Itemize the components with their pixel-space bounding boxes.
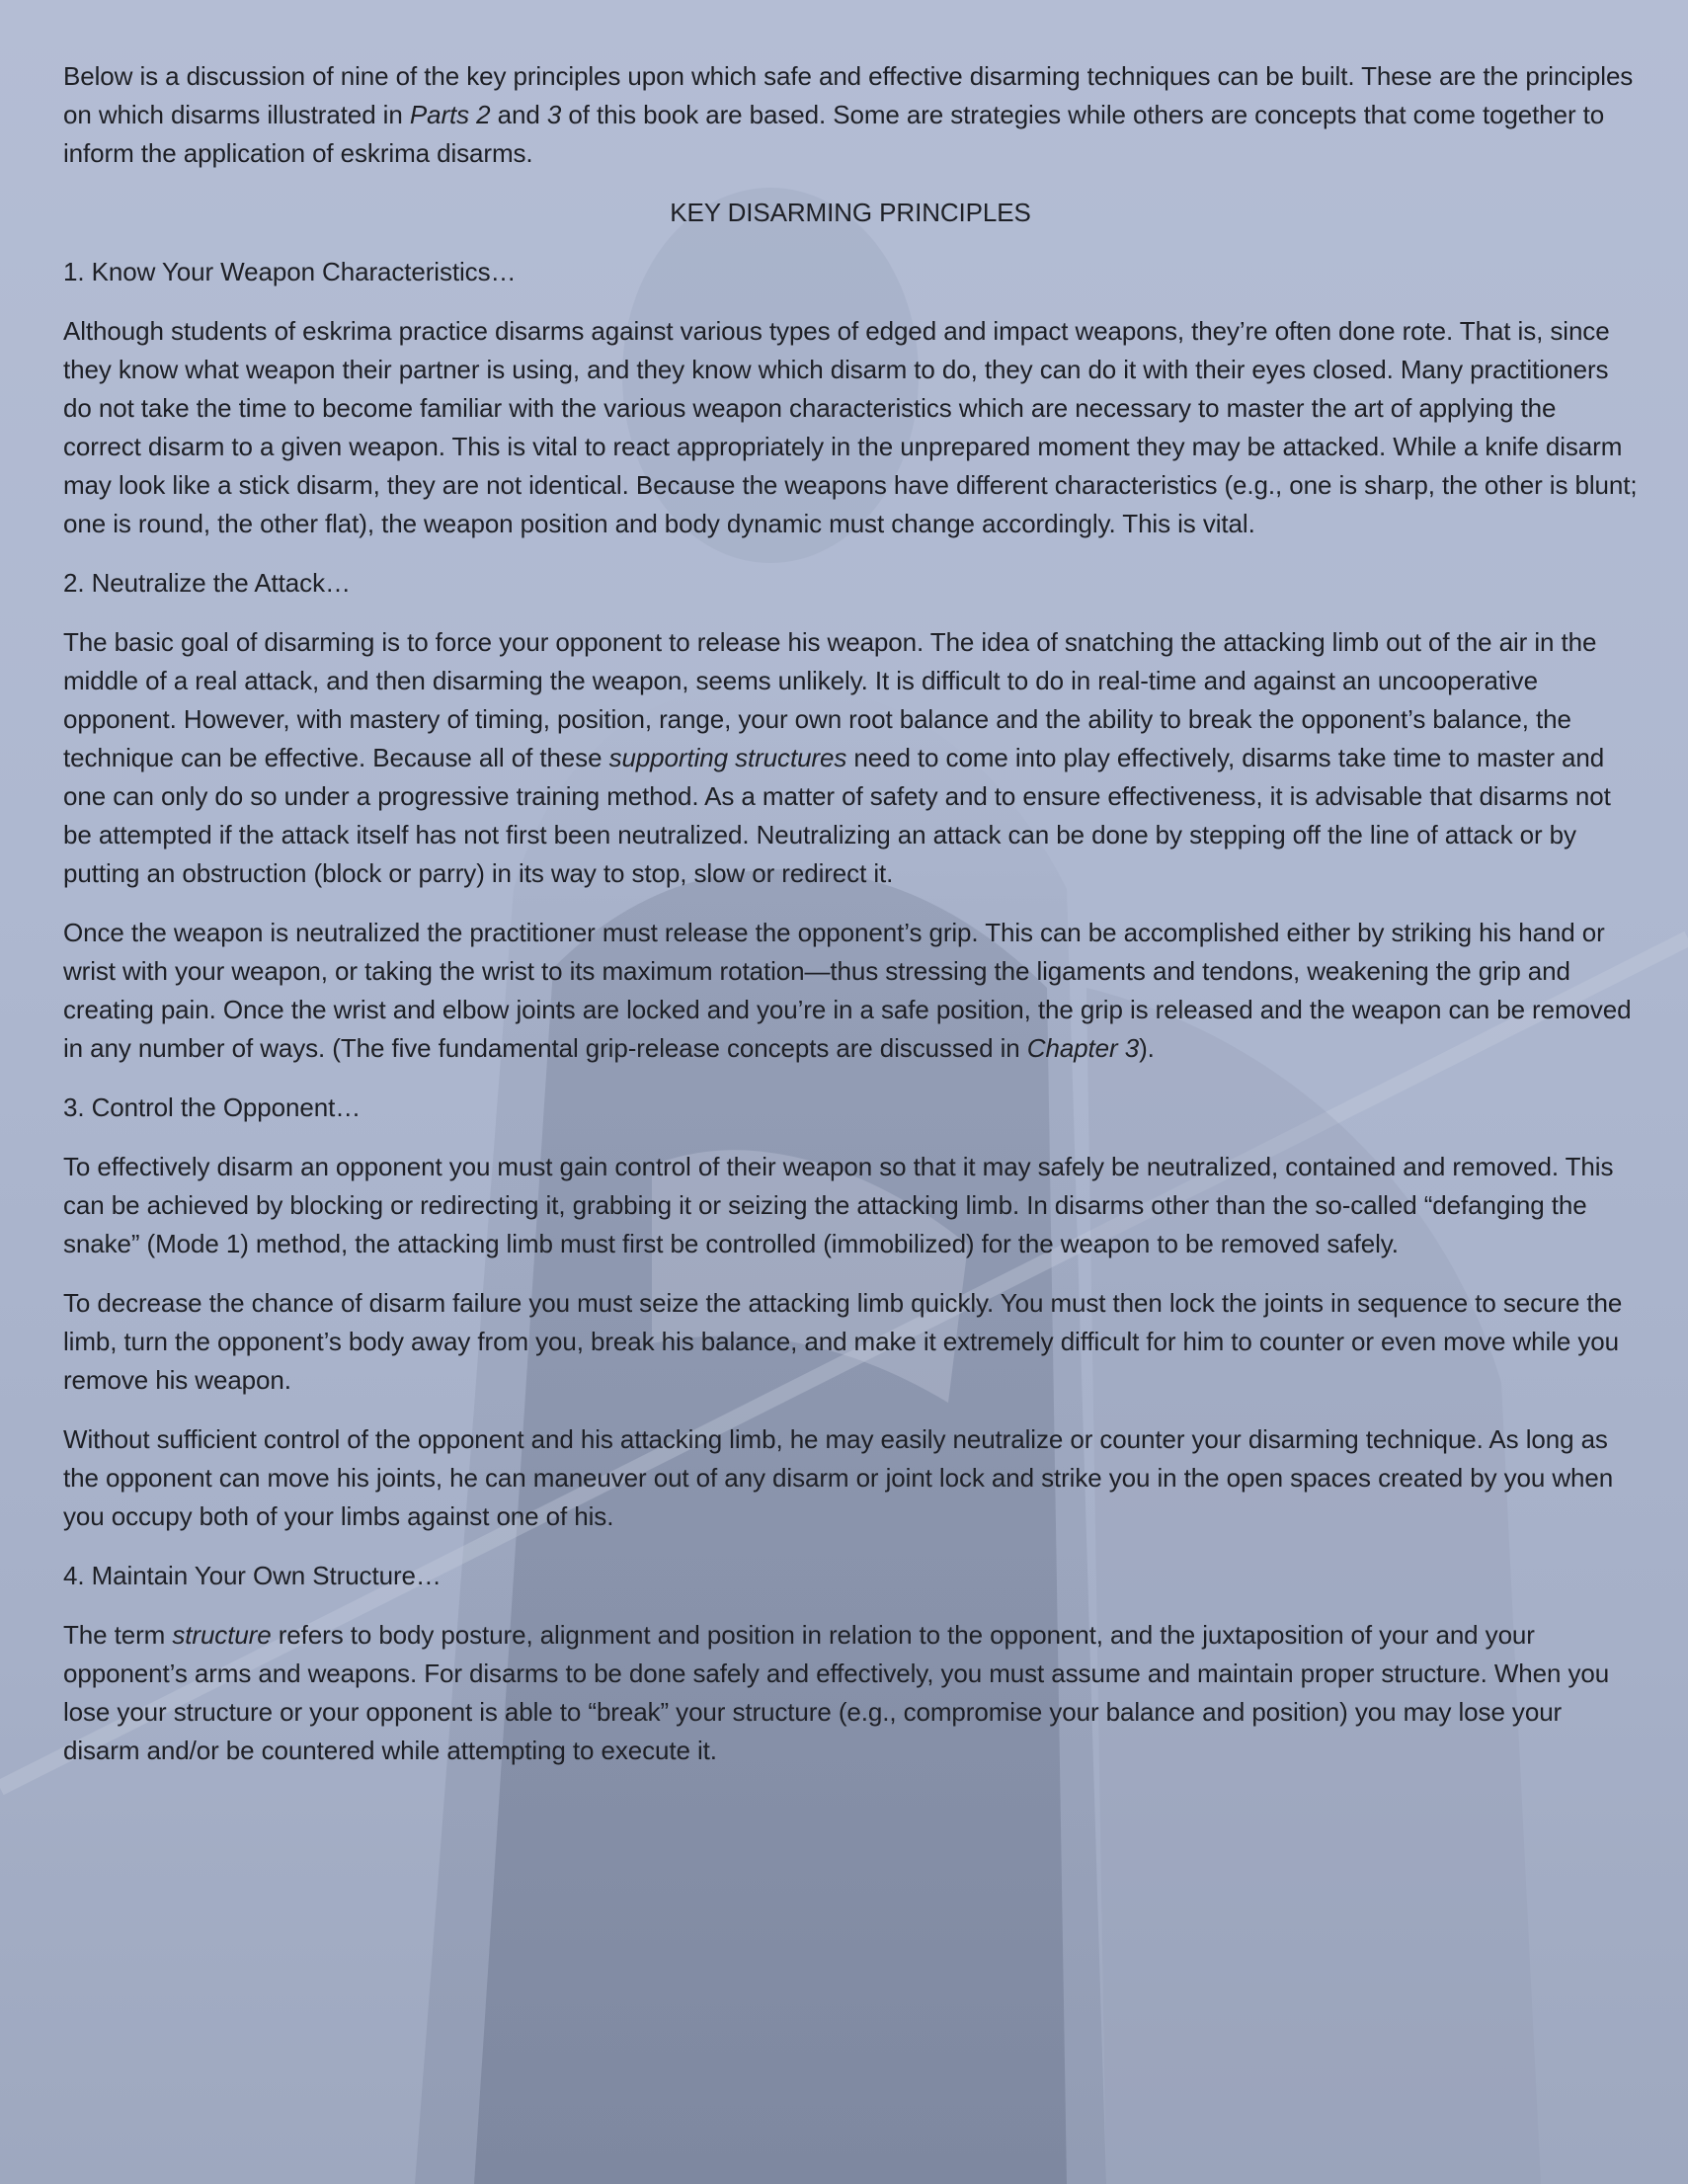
intro-text-mid: and bbox=[490, 100, 547, 129]
intro-paragraph bbox=[63, 57, 1638, 173]
principle-4-text-end: refers to body posture, alignment and position in relation to the opponent, and the juxtaposition of your and your opponent’s arms and weapons. For disarms to be done safely and effectively, you must assume and maintain proper structure. When you lose your structure or your opponent is able to “break” your structure (e.g., compromise your balance and position) you may lose your disarm and/or be countered while attempting to execute it. bbox=[63, 1620, 1610, 1765]
principle-1-heading: 1. Know Your Weapon Characteristics… bbox=[63, 257, 517, 286]
principle-2-text-end: need to come into play effectively, disarms take time to master and one can only do so under a progressive training method. As a matter of safety and to ensure effectiveness, it is advisable that disarms not be attempted if the attack itself has not first been neutralized. Neutralizing an attack can be done by stepping off the line of attack or by putting an obstruction (block or parry) in its way to stop, slow or redirect it. bbox=[63, 743, 1611, 888]
principle-2-heading: 2. Neutralize the Attack… bbox=[63, 568, 351, 598]
principle-2-italic: supporting structures bbox=[608, 743, 847, 772]
principle-2-text: The basic goal of disarming is to force your opponent to release his weapon. The idea of snatching the attacking limb out of the air in the middle of a real attack, and then disarming the weapon, seems unlikely. It is difficult to do in real-time and against an uncooperative opponent. However, with mastery of timing, position, range, your own root balance and the ability to break the opponent’s balance, the technique can be effective. Because all of these bbox=[63, 627, 1597, 772]
intro-italic-part-3: 3 bbox=[546, 100, 562, 129]
principle-2-p2-text: Once the weapon is neutralized the practitioner must release the opponent’s grip. This can be accomplished either by striking his hand or wrist with your weapon, or taking the wrist to its maximum rotation—thus stressing the ligaments and tendons, weakening the grip and creating pain. Once the wrist and elbow joints are locked and you’re in a safe position, the grip is released and the weapon can be removed in any number of ways. (The five fundamental grip-release concepts are discussed in bbox=[63, 918, 1632, 1063]
principle-3-heading: 3. Control the Opponent… bbox=[63, 1092, 362, 1122]
intro-text: Below is a discussion of nine of the key principles upon which safe and effective disarming techniques can be built. These are the principles on which disarms illustrated in bbox=[63, 61, 1634, 129]
intro-text-end: of this book are based. Some are strategies while others are concepts that come together to inform the application of eskrima disarms. bbox=[63, 100, 1605, 168]
intro-italic-parts: Parts 2 bbox=[409, 100, 491, 129]
principle-2-paragraph-1 bbox=[63, 623, 1638, 893]
principle-2-p2-text-end: ). bbox=[1139, 1033, 1155, 1063]
principle-1-paragraph: Although students of eskrima practice disarms against various types of edged and impact weapons, they’re often done rote. That is, since they know what weapon their partner is using, and they know which disarm to do, they can do it with their eyes closed. Many practitioners do not take the time to become familiar with the various weapon characteristics which are necessary to master the art of applying the correct disarm to a given weapon. This is vital to react appropriately in the unprepared moment they may be attacked. While a knife disarm may look like a stick disarm, they are not identical. Because the weapons have different characteristics (e.g., one is sharp, the other is blunt; one is round, the other flat), the weapon position and body dynamic must change accordingly. This is vital. bbox=[63, 316, 1638, 538]
principle-4-heading: 4. Maintain Your Own Structure… bbox=[63, 1561, 442, 1590]
principle-2-p2-italic: Chapter 3 bbox=[1026, 1033, 1140, 1063]
section-title: KEY DISARMING PRINCIPLES bbox=[670, 198, 1031, 227]
principle-3-paragraph-1: To effectively disarm an opponent you must gain control of their weapon so that it may safely be neutralized, contained and removed. This can be achieved by blocking or redirecting it, grabbing it or seizing the attacking limb. In disarms other than the so-called “defanging the snake” (Mode 1) method, the attacking limb must first be controlled (immobilized) for the weapon to be removed safely. bbox=[63, 1152, 1614, 1258]
principle-4-italic: structure bbox=[172, 1620, 272, 1650]
principle-3-paragraph-3: Without sufficient control of the opponent and his attacking limb, he may easily neutralize or counter your disarming technique. As long as the opponent can move his joints, he can maneuver out of any disarm or joint lock and strike you in the open spaces created by you when you occupy both of your limbs against one of his. bbox=[63, 1424, 1614, 1531]
principle-4-paragraph bbox=[63, 1616, 1638, 1770]
principle-4-text: The term bbox=[63, 1620, 173, 1650]
principle-2-paragraph-2 bbox=[63, 914, 1638, 1068]
page-content bbox=[63, 57, 1638, 1791]
principle-3-paragraph-2: To decrease the chance of disarm failure you must seize the attacking limb quickly. You must then lock the joints in sequence to secure the limb, turn the opponent’s body away from you, break his balance, and make it extremely difficult for him to counter or even move while you remove his weapon. bbox=[63, 1288, 1623, 1395]
